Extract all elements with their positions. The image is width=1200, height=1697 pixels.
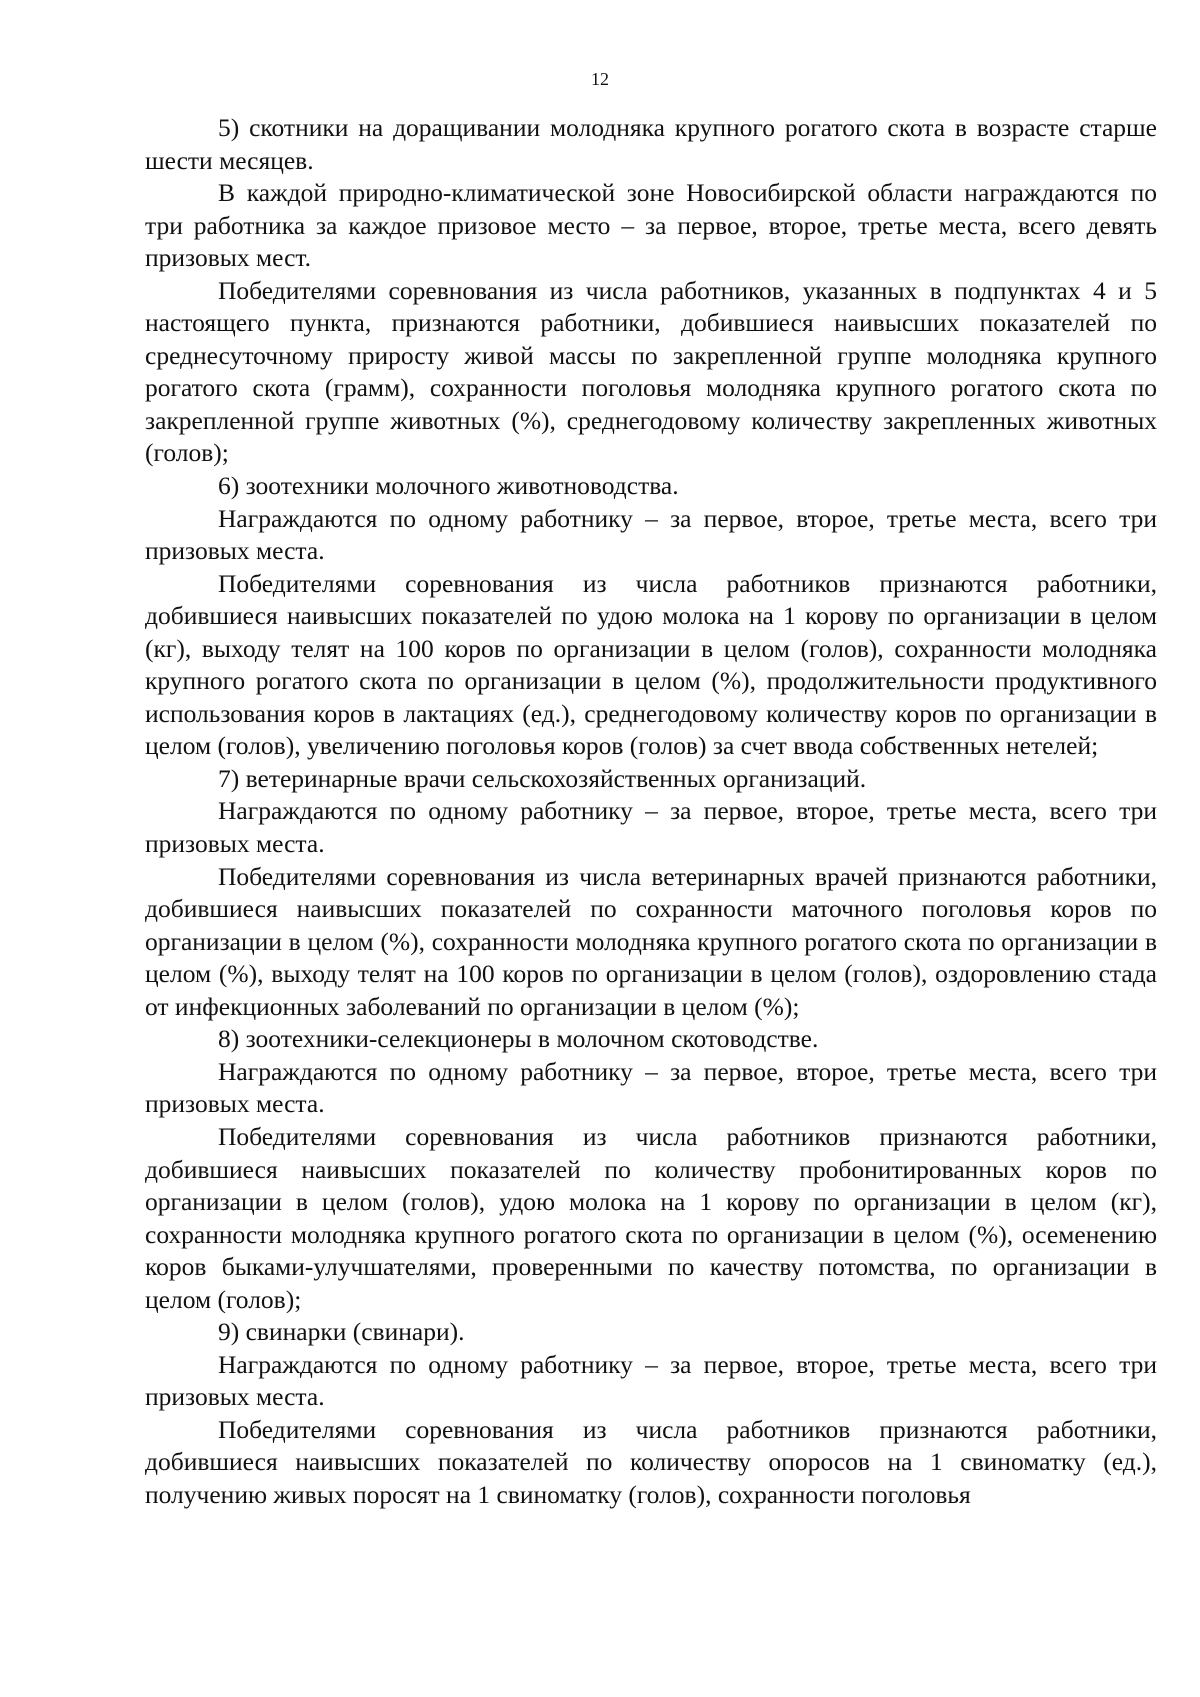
paragraph-winners-item-6: Победителями соревнования из числа работников признаются работники, добившиеся наивысших показателей по удою молока на 1 корову по организации в целом (кг), выходу телят на 100 коров по организации в целом (голов), сохранности молодняка крупного рогатого скота по организации в целом (%), продолжительности продуктивного использования коров в лактациях (ед.), среднегодовому количеству коров по организации в целом (голов), увеличению поголовья коров (голов) за счет ввода собственных нетелей; <box>145 568 1157 761</box>
paragraph-awards-item-6: Награждаются по одному работнику – за первое, второе, третье места, всего три призовых места. <box>145 503 1157 566</box>
paragraph-item-7-veterinarians: 7) ветеринарные врачи сельскохозяйственных организаций. <box>218 763 867 793</box>
paragraph-item-5-cattlemen: 5) скотники на доращивании молодняка крупного рогатого скота в возрасте старше шести месяцев. <box>145 113 1157 175</box>
page-number: 12 <box>591 69 609 89</box>
document-body <box>145 112 1157 1512</box>
paragraph-awards-item-8: Награждаются по одному работнику – за первое, второе, третье места, всего три призовых места. <box>145 1056 1157 1119</box>
paragraph-item-6-dairy-zootechnicians: 6) зоотехники молочного животноводства. <box>218 471 679 501</box>
paragraph-winners-item-8: Победителями соревнования из числа работников признаются работники, добившиеся наивысших показателей по количеству пробонитированных коров по организации в целом (голов), удою молока на 1 корову по организации в целом (кг), сохранности молодняка крупного рогатого скота по организации в целом (%), осеменению коров быками-улучшателями, проверенными по качеству потомства, по организации в целом (голов); <box>145 1121 1157 1314</box>
paragraph-item-8-breeders: 8) зоотехники-селекционеры в молочном скотоводстве. <box>218 1024 819 1054</box>
paragraph-awards-per-zone: В каждой природно-климатической зоне Новосибирской области награждаются по три работника за каждое призовое место – за первое, второе, третье места, всего девять призовых мест. <box>145 178 1157 273</box>
paragraph-awards-item-9: Награждаются по одному работнику – за первое, второе, третье места, всего три призовых места. <box>145 1349 1157 1412</box>
paragraph-winners-items-4-5: Победителями соревнования из числа работников, указанных в подпунктах 4 и 5 настоящего пункта, признаются работники, добившиеся наивысших показателей по среднесуточному приросту живой массы по закрепленной группе молодняка крупного рогатого скота (грамм), сохранности поголовья молодняка крупного рогатого скота по закрепленной группе животных (%), среднегодовому количеству закрепленных животных (голов); <box>145 275 1157 468</box>
paragraph-item-9-pig-farmers: 9) свинарки (свинари). <box>218 1317 465 1347</box>
paragraph-winners-item-9: Победителями соревнования из числа работников признаются работники, добившиеся наивысших показателей по количеству опоросов на 1 свиноматку (ед.), получению живых поросят на 1 свиноматку (голов), сохранности поголовья <box>145 1414 1157 1509</box>
paragraph-winners-item-7: Победителями соревнования из числа ветеринарных врачей признаются работники, добившиеся наивысших показателей по сохранности маточного поголовья коров по организации в целом (%), сохранности молодняка крупного рогатого скота по организации в целом (%), выходу телят на 100 коров по организации в целом (голов), оздоровлению стада от инфекционных заболеваний по организации в целом (%); <box>145 861 1157 1021</box>
paragraph-awards-item-7: Награждаются по одному работнику – за первое, второе, третье места, всего три призовых места. <box>145 796 1157 859</box>
